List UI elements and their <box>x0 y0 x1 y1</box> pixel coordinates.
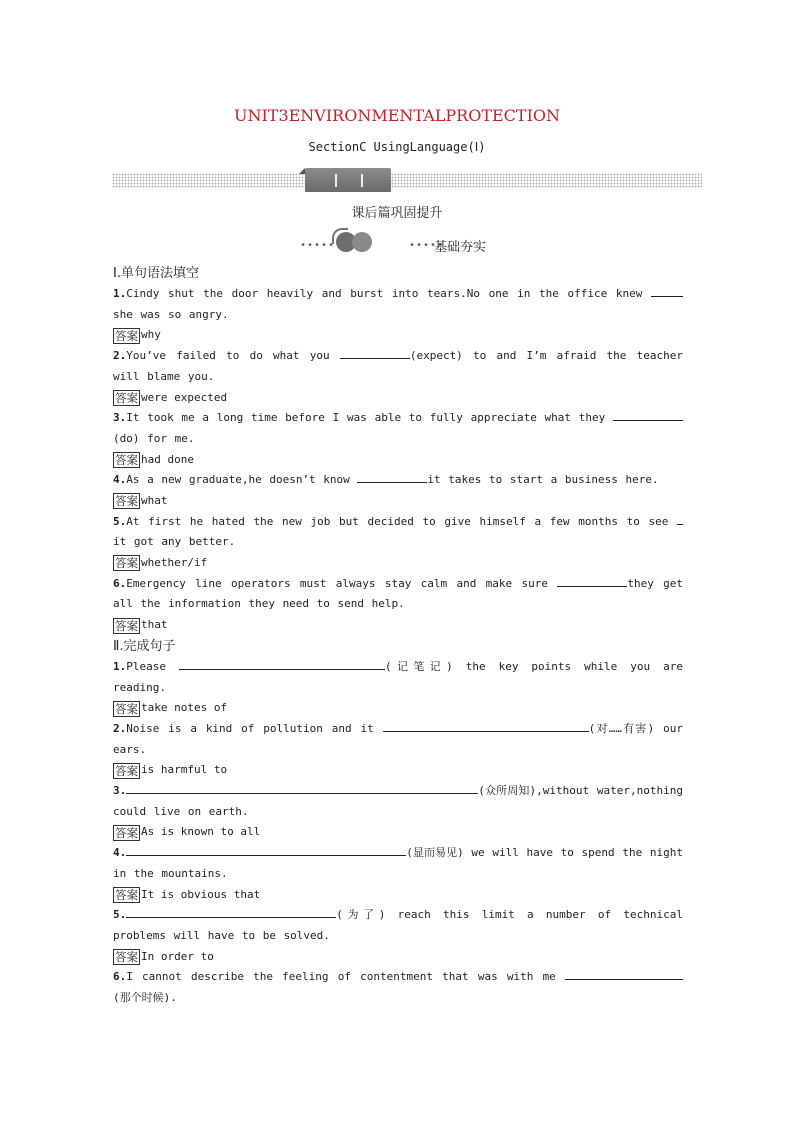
answer-row <box>113 325 683 346</box>
answer-text: take notes of <box>141 701 228 715</box>
answer-row <box>113 615 683 636</box>
dots-icon: ••••• <box>300 240 336 251</box>
after-class-heading: 课后篇巩固提升 <box>351 206 443 221</box>
circle-icon <box>352 232 372 252</box>
answer-tag: 答案 <box>115 452 138 467</box>
question: 6.I cannot describe the feeling of contentment that was with me (那个时候). <box>113 967 683 1008</box>
question: 3. (众所周知),without water,nothing could live on earth. <box>113 781 683 822</box>
answer-tag: 答案 <box>115 556 138 571</box>
answer-text: that <box>141 618 168 632</box>
question: 5. (为了) reach this limit a number of technical problems will have to be solved. <box>113 905 683 946</box>
answer-tag: 答案 <box>115 701 138 716</box>
answer-text: whether/if <box>141 556 208 570</box>
answer-blank[interactable] <box>126 843 406 856</box>
answer-text: what <box>141 493 168 507</box>
answer-blank[interactable] <box>126 905 336 918</box>
question: 3.It took me a long time before I was able to fully appreciate what they (do) for me. <box>113 408 683 449</box>
question: 4. (显而易见) we will have to spend the night in the mountains. <box>113 843 683 884</box>
tab-bar-icon <box>361 174 363 187</box>
answer-tag: 答案 <box>115 763 138 778</box>
answer-blank[interactable] <box>651 284 683 297</box>
answer-blank[interactable] <box>340 346 410 359</box>
answer-row <box>113 822 683 843</box>
answer-text: were expected <box>141 390 228 404</box>
answer-tag: 答案 <box>115 494 138 509</box>
dots-icon: ••••• <box>409 240 445 251</box>
basic-label: 基础夯实 <box>434 240 487 255</box>
part1-heading: Ⅰ.单句语法填空 <box>113 266 199 281</box>
answer-row <box>113 491 683 512</box>
answer-text: is harmful to <box>141 763 228 777</box>
question: 5.At first he hated the new job but decided to give himself a few months to see it got any better. <box>113 512 683 553</box>
answer-blank[interactable] <box>613 408 683 421</box>
answer-text: It is obvious that <box>141 887 261 901</box>
answer-row <box>113 698 683 719</box>
banner-tab <box>305 168 391 192</box>
answer-tag: 答案 <box>115 390 138 405</box>
answer-row <box>113 947 683 968</box>
question: 2.Noise is a kind of pollution and it (对……有害) our ears. <box>113 719 683 760</box>
answer-row <box>113 450 683 471</box>
answer-blank[interactable] <box>677 512 683 525</box>
basic-label-decoration <box>296 230 536 256</box>
answer-text: In order to <box>141 949 214 963</box>
answer-text: had done <box>141 452 194 466</box>
answer-tag: 答案 <box>115 328 138 343</box>
answer-text: why <box>141 328 161 342</box>
answer-blank[interactable] <box>126 781 478 794</box>
answer-row <box>113 760 683 781</box>
part2-heading: Ⅱ.完成句子 <box>113 638 176 654</box>
answer-blank[interactable] <box>357 470 427 483</box>
question: 4.As a new graduate,he doesn’t know it takes to start a business here. <box>113 470 683 491</box>
answer-row <box>113 388 683 409</box>
answer-row <box>113 885 683 906</box>
dotted-band <box>112 173 702 188</box>
answer-blank[interactable] <box>565 967 683 980</box>
answer-blank[interactable] <box>383 719 589 732</box>
question: 6.Emergency line operators must always stay calm and make sure they get all the information they need to send help. <box>113 574 683 615</box>
answer-tag: 答案 <box>115 887 138 902</box>
answer-tag: 答案 <box>115 825 138 840</box>
unit-title: UNIT3ENVIRONMENTALPROTECTION <box>233 106 561 125</box>
answer-text: As is known to all <box>141 825 261 839</box>
section-subtitle: SectionC UsingLanguage(Ⅰ) <box>308 140 486 154</box>
answer-row <box>113 553 683 574</box>
tab-bar-icon <box>335 174 337 187</box>
exercise-content <box>113 263 683 1009</box>
answer-tag: 答案 <box>115 949 138 964</box>
decorative-banner <box>112 168 702 192</box>
answer-blank[interactable] <box>557 574 627 587</box>
question: 1.Cindy shut the door heavily and burst into tears.No one in the office knew she was so angry. <box>113 284 683 325</box>
question: 1.Please (记笔记) the key points while you are reading. <box>113 657 683 698</box>
question: 2.You’ve failed to do what you (expect) to and I’m afraid the teacher will blame you. <box>113 346 683 387</box>
answer-tag: 答案 <box>115 618 138 633</box>
answer-blank[interactable] <box>179 657 385 670</box>
